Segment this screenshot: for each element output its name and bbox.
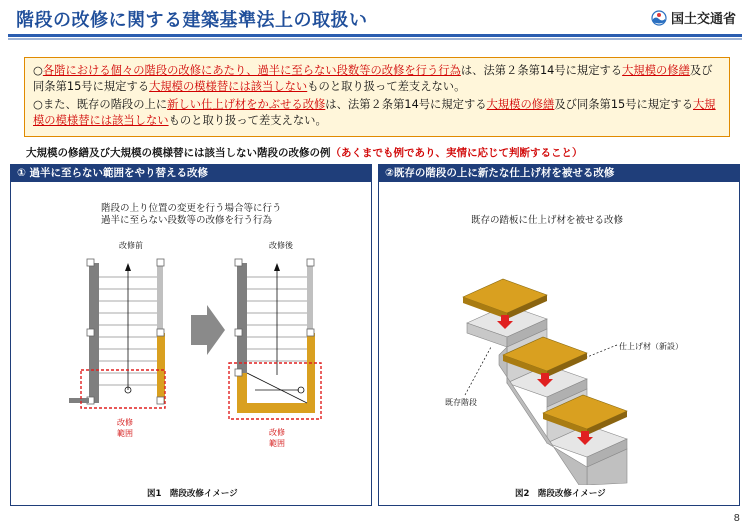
notice-text: 及び同条第15号に規定する: [554, 98, 693, 111]
notice-highlight: 大規模の修繕: [622, 64, 690, 77]
notice-text: ものと取り扱って差支えない。: [168, 114, 327, 127]
panel1-stair-diagram: [11, 185, 373, 485]
ministry-emblem-icon: [651, 10, 667, 26]
notice-text: は、法第２条第14号に規定する: [460, 64, 623, 77]
panel2-header: ②既存の階段の上に新たな仕上げ材を被せる改修: [379, 165, 739, 182]
panel-finish-overlay: [378, 164, 740, 506]
section-heading-note: （あくまでも例であり、実情に応じて判断すること）: [330, 147, 583, 159]
panel1-caption-2: 過半に至らない段数等の改修を行う行為: [101, 215, 273, 226]
panel1-header: ① 過半に至らない範囲をやり替える改修: [11, 165, 371, 182]
figure1-caption: 図1 階段改修イメージ: [147, 489, 238, 499]
transition-arrow-icon: [191, 305, 225, 355]
header-rule-sub: [8, 38, 742, 40]
new-finish-boards: [463, 279, 627, 435]
after-up-arrow-icon: [274, 263, 280, 271]
notice-highlight: 大規模の模様替には該当しない: [33, 98, 716, 127]
ministry-name: 国土交通省: [670, 12, 736, 27]
leader-existing: [465, 347, 491, 395]
existing-stair: [467, 305, 627, 485]
notice-highlight: 大規模の修繕: [486, 98, 555, 111]
range-label-1: 改修: [117, 418, 133, 427]
notice-text: ものと取り扱って差支えない。: [307, 80, 466, 93]
label-existing: 既存階段: [445, 398, 477, 407]
panel2-stair-diagram: [379, 185, 741, 485]
notice-highlight: 各階における個々の階段の改修にあたり、過半に至らない段数等の改修を行う行為: [42, 64, 461, 77]
notice-text: 及び同条第15号に規定する: [33, 64, 713, 93]
section-heading: [26, 145, 583, 160]
after-left-stringer: [237, 263, 247, 373]
panel2-caption: 既存の踏板に仕上げ材を被せる改修: [471, 215, 624, 226]
after-right-stringer-upper: [307, 263, 313, 333]
after-range-label-1: 改修: [269, 428, 285, 437]
stair-before: [69, 240, 165, 438]
panel1-caption-1: 階段の上り位置の変更を行う場合等に行う: [101, 203, 282, 214]
right-stringer-lower: [157, 333, 165, 403]
notice-highlight: 大規模の模様替には該当しない: [149, 80, 308, 93]
panel-partial-replacement: [10, 164, 372, 506]
notice-line-2: [33, 97, 721, 129]
after-diagonal: [247, 373, 307, 403]
notice-text: ○また、既存の階段の上に: [33, 98, 168, 111]
notice-text: は、法第２条第14号に規定する: [325, 98, 487, 111]
notice-highlight: 新しい仕上げ材をかぶせる改修: [167, 98, 326, 111]
section-heading-text: 大規模の修繕及び大規模の模様替には該当しない階段の改修の例: [26, 147, 331, 159]
range-label-2: 範囲: [117, 429, 133, 438]
page-title: 階段の改修に関する建築基準法上の取扱い: [16, 10, 368, 31]
leader-new-finish: [587, 345, 617, 357]
after-new-landing: [237, 403, 315, 413]
label-after: 改修後: [269, 241, 293, 250]
stair-after: [229, 240, 321, 448]
floor-segment: [69, 398, 89, 403]
after-right-stringer-lower: [307, 333, 315, 403]
notice-line-1: [33, 63, 721, 95]
right-stringer-upper: [157, 263, 163, 333]
after-range-label-2: 範囲: [269, 439, 285, 448]
figure2-caption: 図2 階段改修イメージ: [515, 489, 606, 499]
label-before: 改修前: [119, 241, 143, 250]
page-number: 8: [733, 513, 740, 524]
notice-text: ○: [33, 64, 43, 77]
notice-box: [24, 57, 730, 137]
up-arrow-icon: [125, 263, 131, 271]
label-new-finish: 仕上げ材（新設）: [619, 342, 683, 351]
header-rule: [8, 34, 742, 37]
ministry-logo: [651, 8, 736, 27]
